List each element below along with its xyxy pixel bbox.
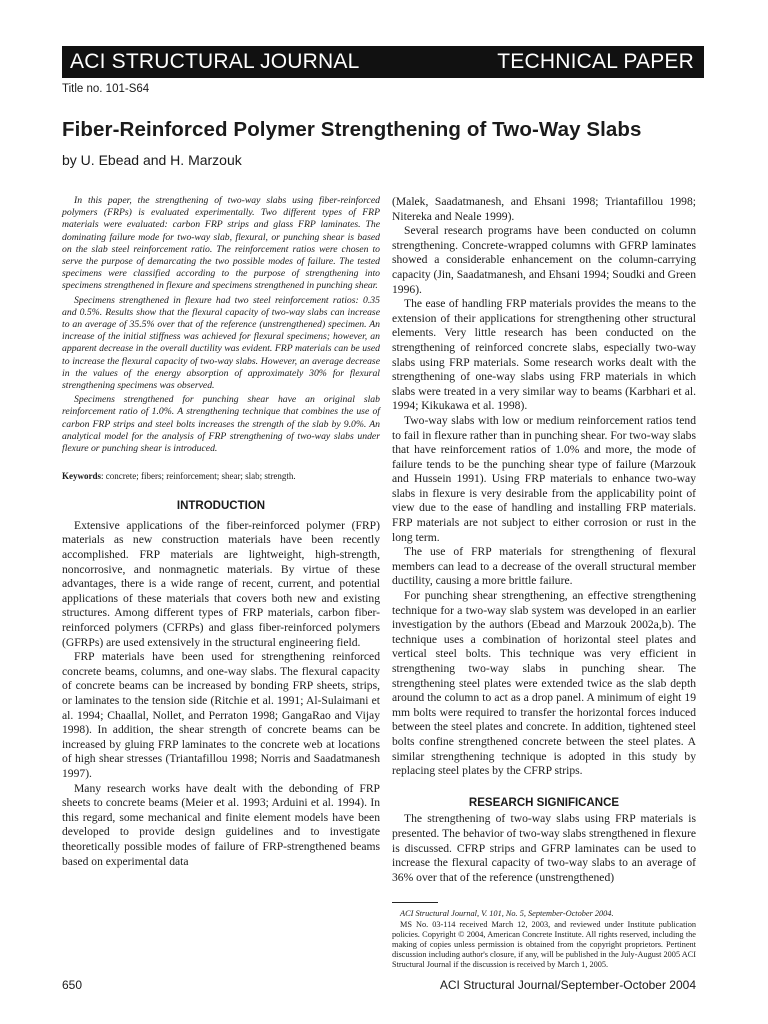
page-number: 650 [62, 978, 83, 992]
body-paragraph-continued: (Malek, Saadatmanesh, and Ehsani 1998; Triantafillou 1998; Nitereka and Neale 1999). [392, 195, 696, 223]
keywords-text: : concrete; fibers; reinforcement; shear; slab; strength. [101, 471, 296, 482]
footnote-line [392, 909, 696, 919]
body-paragraph: FRP materials have been used for strengthening reinforced concrete beams, columns, and one-way slabs. The flexural capacity of concrete beams can be increased by bonding FRP sheets, strips, or laminates to the tension side (Ritchie et al. 1991; Al-Sulaimani et al. 1994; Chaallal, Nollet, and Perraton 1998; GangaRao and Vijay 1998). In addition, the shear strength of concrete beams can be increased by gluing FRP laminates to the concrete web at locations of high shear stresses (Triantafillou 1998; Norris and Saadatmanesh 1997). [62, 650, 380, 780]
abstract-paragraph: Specimens strengthened in flexure had two steel reinforcement ratios: 0.35 and 0.5%. Results show that the flexural capacity of two-way slabs can increase to an average of 35.5% over that of the reference (unstrengthened) specimen. An increase of the initial stiffness was achieved for flexural specimens; however, an apparent decrease in the overall ductility was evident. FRP materials can be used to increase the flexural capacity of two-way slabs. However, an average decrease in the values of the energy absorption of approximately 30% for flexural strengthening specimens was observed. [62, 294, 380, 392]
footnote [392, 909, 696, 970]
body-paragraph: Several research programs have been conducted on column strengthening. Concrete-wrapped columns with GFRP laminates showed a considerable enhancement on the column-carrying capacity (Jin, Saadatmanesh, and Ehsani 1994; Soudki and Green 1996). [392, 224, 696, 296]
abstract-paragraph: Specimens strengthened for punching shear have an original slab reinforcement ratio of 1.0%. A strengthening technique that combines the use of carbon FRP strips and steel bolts increases the strength of the slab by 9.0%. An analytical model for the analysis of FRP strengthening of two-way slabs under flexure or punching shear is introduced. [62, 394, 380, 455]
title-number: Title no. 101-S64 [62, 83, 150, 95]
keywords [62, 470, 380, 482]
paper-title: Fiber-Reinforced Polymer Strengthening of Two-Way Slabs [62, 118, 642, 141]
body-paragraph: The strengthening of two-way slabs using FRP materials is presented. The behavior of two-way slabs strengthened in flexure is discussed. CFRP strips and GFRP laminates can be used to increase the flexural capacity of two-way slabs to an average of 36% over that of the reference (unstrengthened) [392, 812, 696, 884]
authors: by U. Ebead and H. Marzouk [62, 152, 242, 168]
body-paragraph: Many research works have dealt with the debonding of FRP sheets to concrete beams (Meier et al. 1993; Arduini et al. 1994). In this regard, some mechanical and finite element models have been developed to provide design guidelines and to investigate theoretically possible modes of failure of FRP-strengthened beams based on experimental data [62, 781, 380, 868]
footnote-journal-citation: ACI Structural Journal, V. 101, No. 5, September-October 2004. [400, 909, 614, 919]
footnote-line: MS No. 03-114 received March 12, 2003, and reviewed under Institute publication policies. Copyright © 2004, American Concrete Institute. All rights reserved, including the making of copies unless permission is obtained from the copyright proprietors. Pertinent discussion including author's closure, if any, will be published in the July-August 2005 ACI Structural Journal if the discussion is received by March 1, 2005. [392, 919, 696, 970]
abstract-paragraph: In this paper, the strengthening of two-way slabs using fiber-reinforced polymers (FRPs) is evaluated experimentally. Two different types of FRP materials were evaluated: carbon FRP strips and glass FRP laminates. The dominating failure mode for two-way slab, flexural, or punching shear is based on the slab steel reinforcement ratio. The reinforcement ratios were chosen to serve the purpose of demarcating the two possible modes of failure. The tested specimens were classified according to the purpose of strengthening into specimens strengthened in flexure and specimens strengthened in punching shear. [62, 195, 380, 292]
paper-type: TECHNICAL PAPER [497, 50, 694, 73]
body-paragraph: For punching shear strengthening, an effective strengthening technique for a two-way slab system was developed in an earlier investigation by the authors (Ebead and Marzouk 2002a,b). The technique uses a combination of horizontal steel plates and vertical steel bolts. This technique was very efficient in strengthening two-way slabs in punching shear. The strengthening steel plates were extended twice as the slab depth around the column to act as a drop panel. A minimum of eight 19 mm bolts were required to transfer the horizontal forces induced between the steel plates and concrete. In addition, tightened steel bolts confine strengthened concrete between the steel plates. A similar strengthening technique is adopted in this study by replacing steel plates by the CFRP strips. [392, 589, 696, 778]
body-paragraph: Two-way slabs with low or medium reinforcement ratios tend to fail in flexure rather than in punching shear. For two-way slabs that have reinforcement ratios of 1.0% and more, the mode of failure tends to be the punching shear type of failure (Marzouk and Hussein 1991). Using FRP materials to enhance two-way slabs in flexure is very desirable from the applicability point of view due to the ease of handling and installing FRP materials. FRP materials are not subject to either corrosion or rust in the long term. [392, 413, 696, 544]
left-column [62, 195, 380, 869]
keywords-label: Keywords [62, 471, 101, 482]
research-significance-heading: RESEARCH SIGNIFICANCE [468, 796, 620, 809]
journal-name: ACI STRUCTURAL JOURNAL [70, 50, 360, 73]
journal-footer: ACI Structural Journal/September-October 2004 [439, 978, 696, 992]
journal-header-bar [62, 46, 704, 78]
body-paragraph: The use of FRP materials for strengthening of flexural members can lead to a decrease of the overall structural member ductility, causing a more brittle failure. [392, 545, 696, 588]
body-paragraph: Extensive applications of the fiber-reinforced polymer (FRP) materials as new construction materials have been recently accomplished. FRP materials are lightweight, high-strength, noncorrosive, and nonmagnetic materials. By virtue of these advantages, there is a wide range of recent, current, and potential applications of these materials that covers both new and existing structures. Among different types of FRP materials, carbon fiber-reinforced polymers (CFRPs) and glass fiber-reinforced polymers (GFRPs) are used extensively in the structural engineering field. [62, 518, 380, 649]
abstract [62, 195, 380, 455]
footnote-divider [392, 902, 438, 903]
right-column [392, 195, 696, 971]
introduction-heading: INTRODUCTION [176, 500, 266, 513]
body-paragraph: The ease of handling FRP materials provides the means to the extension of their applications for strengthening other structural elements. Very little research has been conducted on the strengthening of reinforced concrete slabs, especially two-way slabs using FRP materials. Some research works dealt with the strengthening of one-way slabs using FRP materials in which slabs were treated in a very similar way to beams (Karbhari et al. 1994; Kikukawa et al. 1998). [392, 297, 696, 413]
